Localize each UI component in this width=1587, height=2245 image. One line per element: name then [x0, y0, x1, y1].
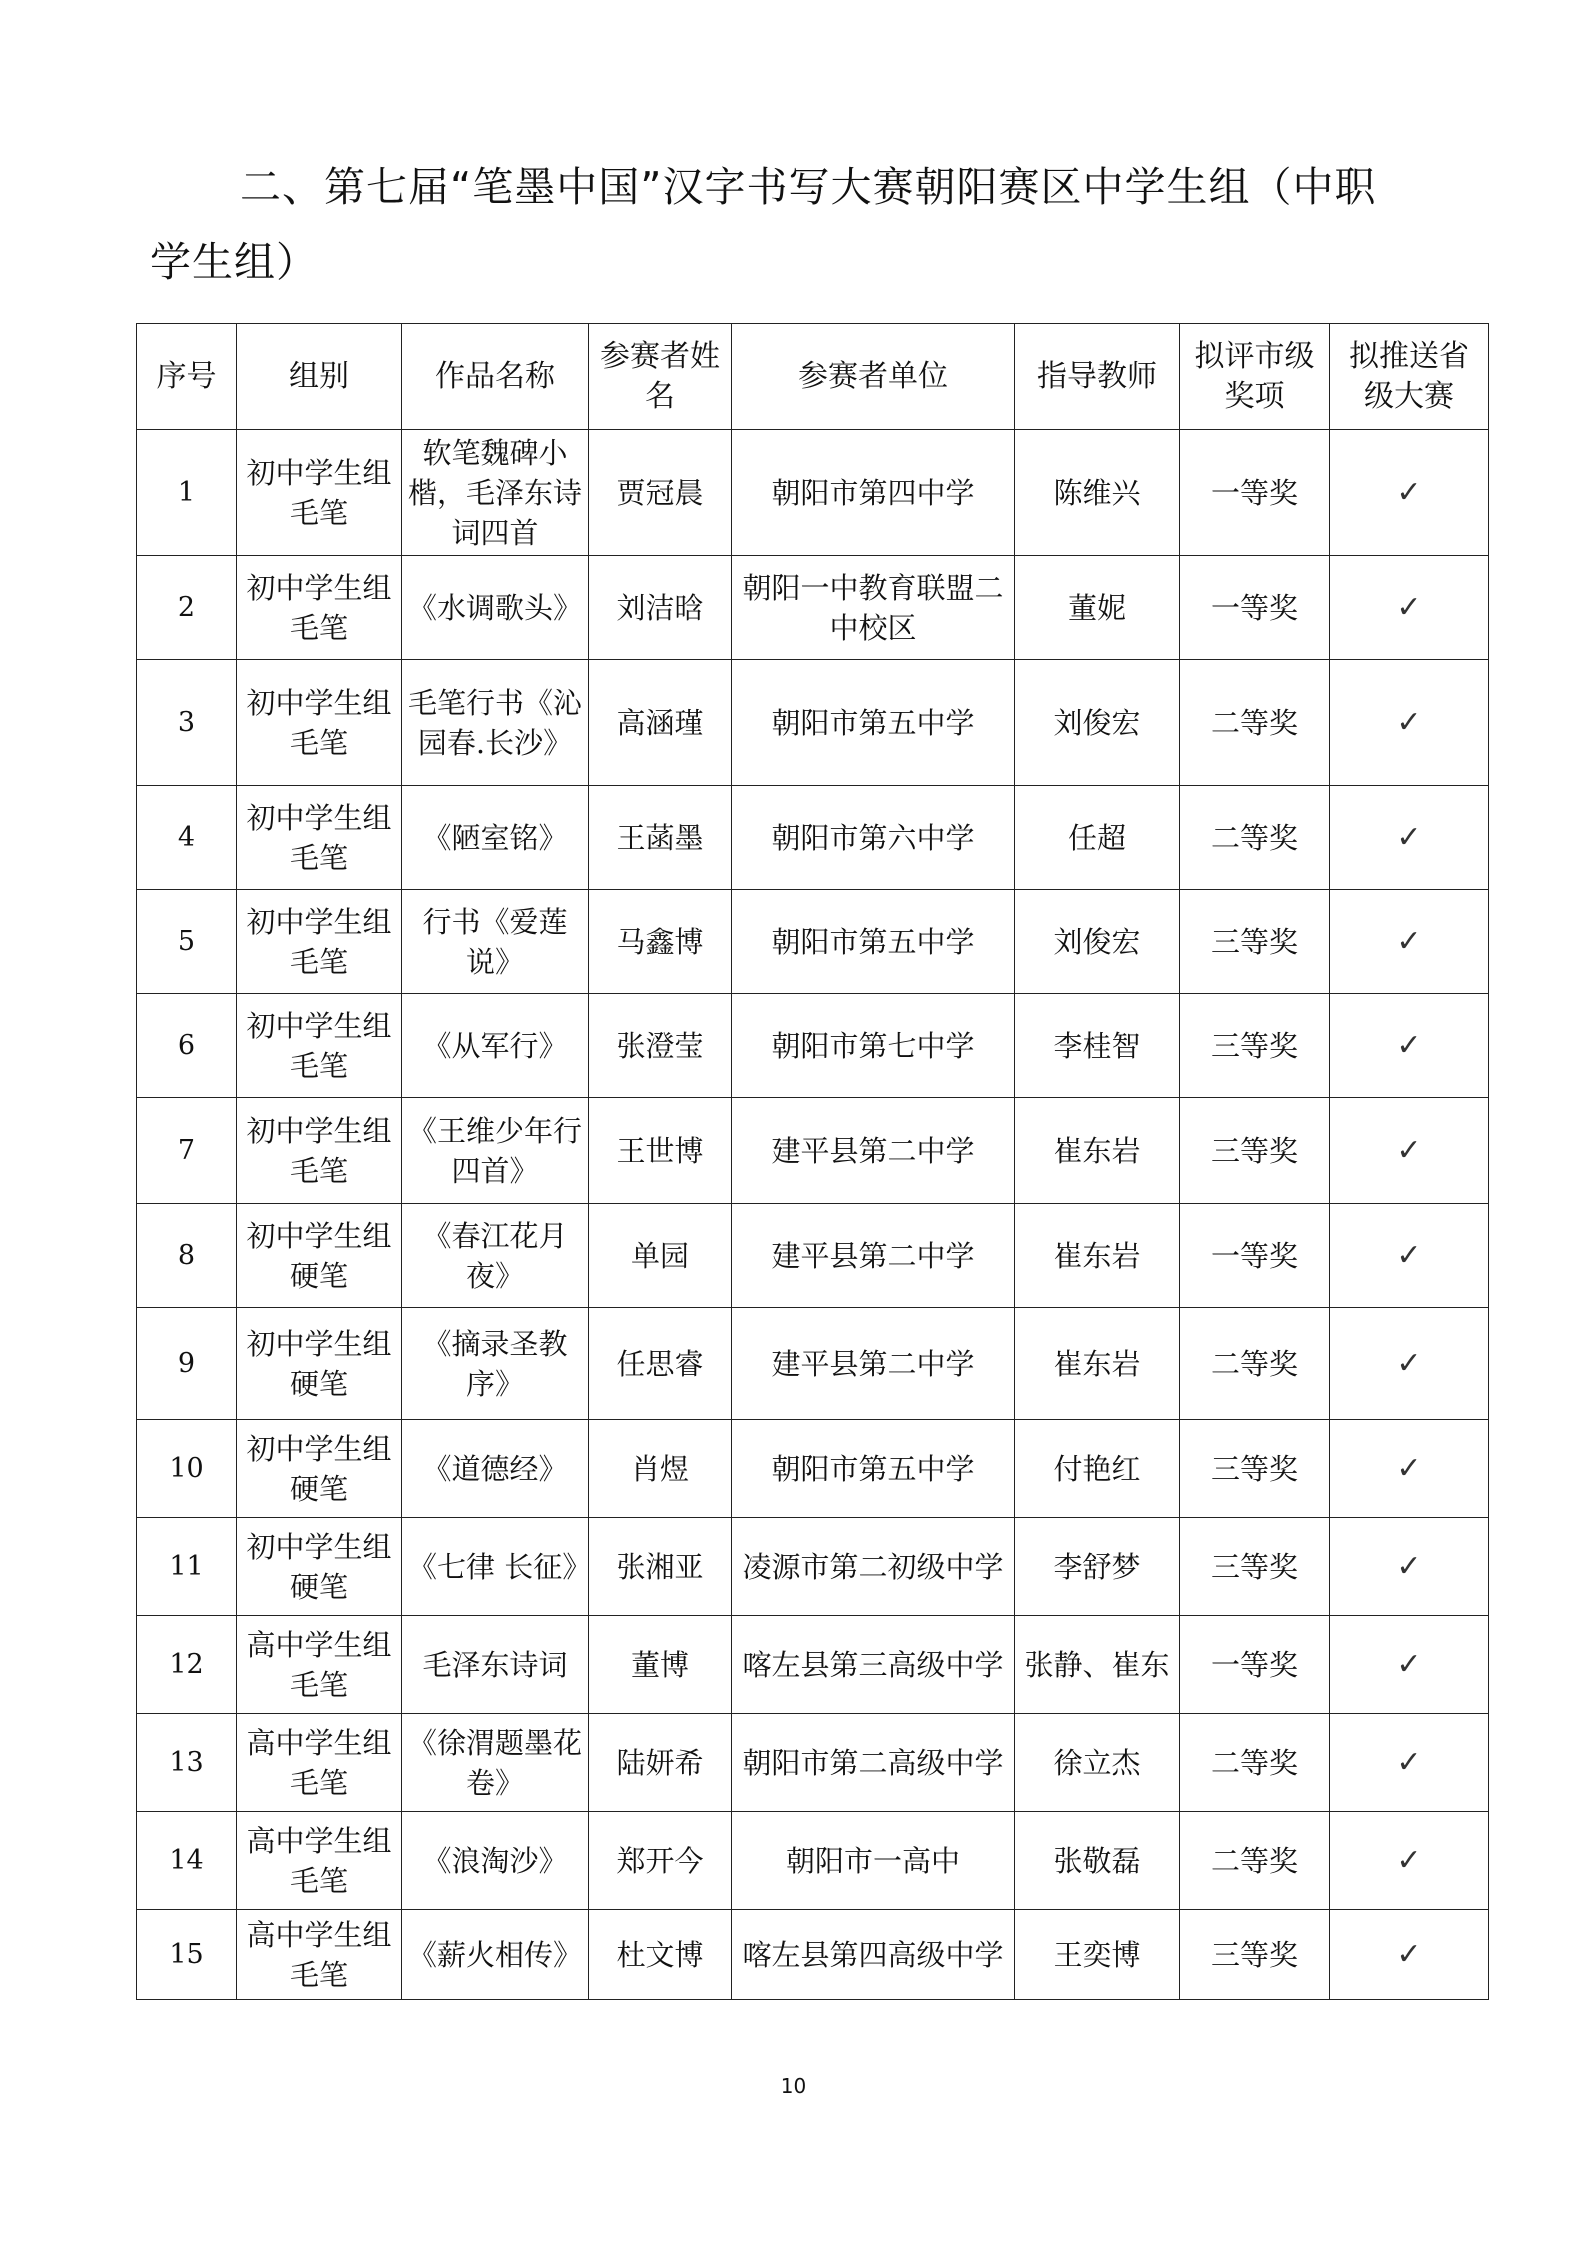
- cell-teacher: 徐立杰: [1015, 1714, 1180, 1812]
- cell-group: 高中学生组毛笔: [237, 1910, 402, 2000]
- cell-name: 刘洁晗: [589, 556, 732, 660]
- cell-group: 初中学生组毛笔: [237, 430, 402, 556]
- cell-work: 《摘录圣教序》: [402, 1308, 589, 1420]
- cell-work: 《徐渭题墨花卷》: [402, 1714, 589, 1812]
- cell-name: 贾冠晨: [589, 430, 732, 556]
- cell-teacher: 崔东岩: [1015, 1204, 1180, 1308]
- cell-work: 《道德经》: [402, 1420, 589, 1518]
- header-group: 组别: [237, 324, 402, 430]
- cell-recommend: ✓: [1330, 1812, 1489, 1910]
- cell-group: 初中学生组毛笔: [237, 1098, 402, 1204]
- cell-award: 三等奖: [1180, 890, 1330, 994]
- table-row: [137, 430, 1489, 556]
- cell-name: 高涵瑾: [589, 660, 732, 786]
- cell-work: 《水调歌头》: [402, 556, 589, 660]
- cell-recommend: ✓: [1330, 1616, 1489, 1714]
- page-number: 10: [780, 2074, 807, 2098]
- cell-name: 郑开今: [589, 1812, 732, 1910]
- header-recommend: 拟推送省级大赛: [1330, 324, 1489, 430]
- awards-table: [136, 323, 1489, 2000]
- cell-group: 初中学生组毛笔: [237, 660, 402, 786]
- cell-unit: 朝阳市第四中学: [732, 430, 1015, 556]
- header-name: 参赛者姓名: [589, 324, 732, 430]
- cell-teacher: 任超: [1015, 786, 1180, 890]
- table-row: [137, 1518, 1489, 1616]
- table-row: [137, 1308, 1489, 1420]
- cell-name: 王世博: [589, 1098, 732, 1204]
- cell-recommend: ✓: [1330, 994, 1489, 1098]
- cell-recommend: ✓: [1330, 430, 1489, 556]
- cell-work: 《王维少年行四首》: [402, 1098, 589, 1204]
- cell-unit: 朝阳市一高中: [732, 1812, 1015, 1910]
- cell-award: 二等奖: [1180, 1308, 1330, 1420]
- cell-award: 二等奖: [1180, 786, 1330, 890]
- table-body: [137, 430, 1489, 2000]
- cell-work: 毛泽东诗词: [402, 1616, 589, 1714]
- header-work: 作品名称: [402, 324, 589, 430]
- cell-teacher: 张静、崔东: [1015, 1616, 1180, 1714]
- cell-name: 杜文博: [589, 1910, 732, 2000]
- cell-name: 肖煜: [589, 1420, 732, 1518]
- cell-work: 《从军行》: [402, 994, 589, 1098]
- cell-group: 初中学生组硬笔: [237, 1518, 402, 1616]
- cell-seq: 10: [137, 1420, 237, 1518]
- cell-name: 单园: [589, 1204, 732, 1308]
- cell-award: 二等奖: [1180, 1714, 1330, 1812]
- cell-teacher: 崔东岩: [1015, 1098, 1180, 1204]
- table-row: [137, 786, 1489, 890]
- table-header-row: [137, 324, 1489, 430]
- cell-work: 毛笔行书《沁园春.长沙》: [402, 660, 589, 786]
- cell-group: 初中学生组毛笔: [237, 556, 402, 660]
- cell-work: 《薪火相传》: [402, 1910, 589, 2000]
- cell-name: 陆妍希: [589, 1714, 732, 1812]
- cell-seq: 7: [137, 1098, 237, 1204]
- cell-name: 董博: [589, 1616, 732, 1714]
- cell-seq: 1: [137, 430, 237, 556]
- cell-recommend: ✓: [1330, 660, 1489, 786]
- cell-group: 高中学生组毛笔: [237, 1812, 402, 1910]
- table-row: [137, 556, 1489, 660]
- header-seq: 序号: [137, 324, 237, 430]
- cell-group: 初中学生组毛笔: [237, 786, 402, 890]
- cell-seq: 2: [137, 556, 237, 660]
- cell-unit: 朝阳市第七中学: [732, 994, 1015, 1098]
- cell-recommend: ✓: [1330, 1098, 1489, 1204]
- cell-recommend: ✓: [1330, 1910, 1489, 2000]
- cell-name: 任思睿: [589, 1308, 732, 1420]
- cell-work: 《陋室铭》: [402, 786, 589, 890]
- cell-unit: 朝阳一中教育联盟二中校区: [732, 556, 1015, 660]
- cell-work: 《七律 长征》: [402, 1518, 589, 1616]
- cell-teacher: 王奕博: [1015, 1910, 1180, 2000]
- table-row: [137, 890, 1489, 994]
- cell-work: 《春江花月夜》: [402, 1204, 589, 1308]
- cell-group: 初中学生组硬笔: [237, 1308, 402, 1420]
- cell-teacher: 刘俊宏: [1015, 890, 1180, 994]
- cell-seq: 11: [137, 1518, 237, 1616]
- cell-unit: 朝阳市第五中学: [732, 660, 1015, 786]
- cell-recommend: ✓: [1330, 786, 1489, 890]
- cell-group: 初中学生组硬笔: [237, 1204, 402, 1308]
- cell-seq: 9: [137, 1308, 237, 1420]
- cell-award: 三等奖: [1180, 1098, 1330, 1204]
- cell-recommend: ✓: [1330, 1204, 1489, 1308]
- cell-name: 张湘亚: [589, 1518, 732, 1616]
- cell-unit: 建平县第二中学: [732, 1308, 1015, 1420]
- cell-unit: 喀左县第四高级中学: [732, 1910, 1015, 2000]
- cell-teacher: 张敬磊: [1015, 1812, 1180, 1910]
- cell-teacher: 李桂智: [1015, 994, 1180, 1098]
- cell-unit: 凌源市第二初级中学: [732, 1518, 1015, 1616]
- cell-recommend: ✓: [1330, 556, 1489, 660]
- cell-unit: 建平县第二中学: [732, 1098, 1015, 1204]
- cell-award: 二等奖: [1180, 660, 1330, 786]
- cell-unit: 朝阳市第五中学: [732, 1420, 1015, 1518]
- table-row: [137, 1812, 1489, 1910]
- cell-name: 王菡墨: [589, 786, 732, 890]
- cell-award: 三等奖: [1180, 994, 1330, 1098]
- title-line-2: 学生组）: [150, 238, 318, 286]
- cell-award: 一等奖: [1180, 1204, 1330, 1308]
- cell-seq: 5: [137, 890, 237, 994]
- cell-seq: 12: [137, 1616, 237, 1714]
- table-row: [137, 1910, 1489, 2000]
- cell-work: 行书《爱莲说》: [402, 890, 589, 994]
- cell-award: 一等奖: [1180, 1616, 1330, 1714]
- cell-award: 二等奖: [1180, 1812, 1330, 1910]
- cell-name: 张澄莹: [589, 994, 732, 1098]
- cell-seq: 6: [137, 994, 237, 1098]
- cell-name: 马鑫博: [589, 890, 732, 994]
- cell-work: 《浪淘沙》: [402, 1812, 589, 1910]
- cell-teacher: 陈维兴: [1015, 430, 1180, 556]
- cell-group: 初中学生组硬笔: [237, 1420, 402, 1518]
- cell-seq: 8: [137, 1204, 237, 1308]
- cell-seq: 15: [137, 1910, 237, 2000]
- cell-unit: 朝阳市第五中学: [732, 890, 1015, 994]
- cell-teacher: 崔东岩: [1015, 1308, 1180, 1420]
- cell-teacher: 董妮: [1015, 556, 1180, 660]
- header-unit: 参赛者单位: [732, 324, 1015, 430]
- header-teacher: 指导教师: [1015, 324, 1180, 430]
- cell-award: 三等奖: [1180, 1518, 1330, 1616]
- table-row: [137, 994, 1489, 1098]
- table-row: [137, 1420, 1489, 1518]
- table-row: [137, 1098, 1489, 1204]
- cell-recommend: ✓: [1330, 890, 1489, 994]
- cell-work: 软笔魏碑小楷，毛泽东诗词四首: [402, 430, 589, 556]
- cell-award: 一等奖: [1180, 430, 1330, 556]
- cell-unit: 建平县第二中学: [732, 1204, 1015, 1308]
- cell-group: 高中学生组毛笔: [237, 1714, 402, 1812]
- cell-group: 初中学生组毛笔: [237, 890, 402, 994]
- cell-award: 三等奖: [1180, 1420, 1330, 1518]
- cell-seq: 14: [137, 1812, 237, 1910]
- page-title: [150, 150, 1450, 300]
- cell-award: 一等奖: [1180, 556, 1330, 660]
- table-row: [137, 660, 1489, 786]
- cell-teacher: 刘俊宏: [1015, 660, 1180, 786]
- title-line-1: 二、第七届“笔墨中国”汉字书写大赛朝阳赛区中学生组（中职: [240, 163, 1377, 211]
- cell-teacher: 李舒梦: [1015, 1518, 1180, 1616]
- cell-recommend: ✓: [1330, 1714, 1489, 1812]
- table-row: [137, 1714, 1489, 1812]
- cell-unit: 喀左县第三高级中学: [732, 1616, 1015, 1714]
- cell-group: 高中学生组毛笔: [237, 1616, 402, 1714]
- table-row: [137, 1616, 1489, 1714]
- cell-seq: 13: [137, 1714, 237, 1812]
- cell-seq: 4: [137, 786, 237, 890]
- table-row: [137, 1204, 1489, 1308]
- cell-unit: 朝阳市第二高级中学: [732, 1714, 1015, 1812]
- cell-seq: 3: [137, 660, 237, 786]
- cell-recommend: ✓: [1330, 1518, 1489, 1616]
- cell-unit: 朝阳市第六中学: [732, 786, 1015, 890]
- cell-teacher: 付艳红: [1015, 1420, 1180, 1518]
- cell-award: 三等奖: [1180, 1910, 1330, 2000]
- cell-recommend: ✓: [1330, 1308, 1489, 1420]
- header-award: 拟评市级奖项: [1180, 324, 1330, 430]
- cell-group: 初中学生组毛笔: [237, 994, 402, 1098]
- cell-recommend: ✓: [1330, 1420, 1489, 1518]
